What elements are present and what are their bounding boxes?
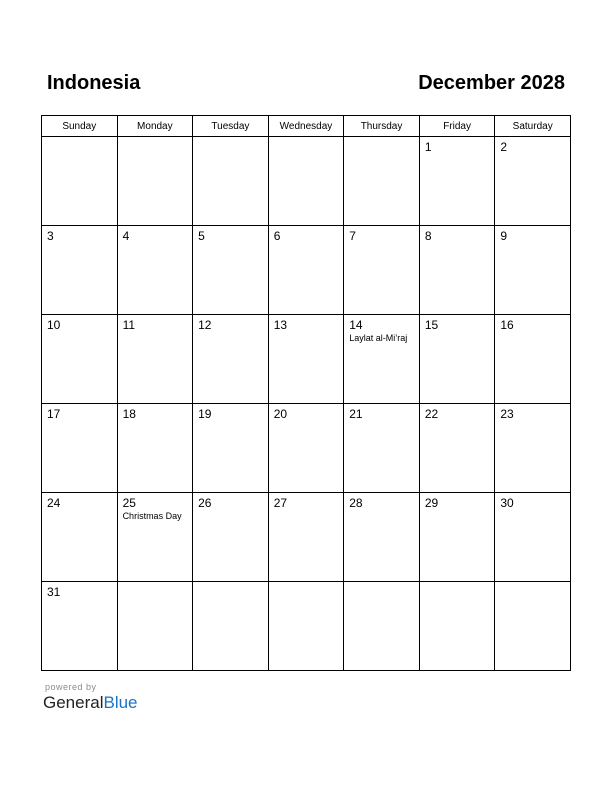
day-cell bbox=[42, 582, 118, 671]
day-cell bbox=[344, 137, 420, 226]
day-number: 20 bbox=[273, 407, 288, 421]
week-row bbox=[42, 137, 571, 226]
day-cell bbox=[495, 404, 571, 493]
day-cell bbox=[193, 404, 269, 493]
day-cell bbox=[344, 582, 420, 671]
day-cell bbox=[193, 315, 269, 404]
day-number: 25 bbox=[122, 496, 136, 510]
week-row bbox=[42, 315, 571, 404]
weekday-header: Thursday bbox=[344, 116, 420, 137]
day-number: 14 bbox=[349, 318, 363, 332]
day-cell bbox=[419, 226, 495, 315]
day-number: 8 bbox=[424, 229, 432, 243]
day-cell bbox=[268, 582, 344, 671]
day-cell bbox=[42, 493, 118, 582]
day-number: 11 bbox=[122, 318, 136, 332]
country-title: Indonesia bbox=[47, 72, 141, 94]
day-cell bbox=[117, 493, 193, 582]
weekday-header: Friday bbox=[419, 116, 495, 137]
day-cell bbox=[42, 404, 118, 493]
day-cell bbox=[419, 137, 495, 226]
day-number: 27 bbox=[273, 496, 288, 510]
day-cell bbox=[419, 493, 495, 582]
day-cell bbox=[117, 582, 193, 671]
day-number: 5 bbox=[198, 229, 205, 243]
day-number: 28 bbox=[349, 496, 363, 510]
day-cell bbox=[117, 137, 193, 226]
day-cell bbox=[117, 226, 193, 315]
day-number: 10 bbox=[47, 318, 61, 332]
day-cell bbox=[193, 493, 269, 582]
day-cell bbox=[268, 493, 344, 582]
day-cell bbox=[344, 493, 420, 582]
weekday-header: Monday bbox=[117, 116, 193, 137]
weekday-header: Wednesday bbox=[268, 116, 344, 137]
day-cell bbox=[495, 137, 571, 226]
day-number: 16 bbox=[500, 318, 514, 332]
day-number: 29 bbox=[424, 496, 439, 510]
week-row bbox=[42, 226, 571, 315]
day-cell bbox=[495, 493, 571, 582]
day-cell bbox=[495, 582, 571, 671]
day-number: 18 bbox=[122, 407, 136, 421]
day-cell bbox=[268, 315, 344, 404]
brand-general: General bbox=[43, 693, 104, 712]
day-number: 4 bbox=[122, 229, 130, 243]
day-number: 3 bbox=[47, 229, 54, 243]
day-number: 13 bbox=[273, 318, 288, 332]
weekday-header: Saturday bbox=[495, 116, 571, 137]
day-cell bbox=[495, 315, 571, 404]
footer bbox=[43, 682, 138, 713]
day-number: 30 bbox=[500, 496, 514, 510]
calendar-grid bbox=[41, 115, 571, 671]
day-cell bbox=[344, 404, 420, 493]
day-number: 1 bbox=[424, 140, 432, 154]
brand-blue: Blue bbox=[103, 693, 138, 712]
day-number: 6 bbox=[273, 229, 281, 243]
day-number: 24 bbox=[47, 496, 61, 510]
day-cell bbox=[42, 226, 118, 315]
day-cell bbox=[268, 226, 344, 315]
powered-by-text: powered by bbox=[45, 682, 97, 692]
day-number: 26 bbox=[198, 496, 212, 510]
day-cell bbox=[42, 137, 118, 226]
day-cell bbox=[42, 315, 118, 404]
day-cell bbox=[193, 582, 269, 671]
day-cell bbox=[419, 404, 495, 493]
day-number: 12 bbox=[198, 318, 212, 332]
day-number: 2 bbox=[500, 140, 508, 154]
day-number: 21 bbox=[349, 407, 363, 421]
day-cell bbox=[268, 404, 344, 493]
day-number: 19 bbox=[198, 407, 212, 421]
holiday-label: Laylat al-Mi’raj bbox=[349, 333, 408, 343]
day-cell bbox=[193, 226, 269, 315]
week-row bbox=[42, 404, 571, 493]
day-number: 15 bbox=[424, 318, 439, 332]
day-cell bbox=[495, 226, 571, 315]
holiday-label: Christmas Day bbox=[122, 511, 182, 521]
weekday-header: Sunday bbox=[42, 116, 118, 137]
day-number: 23 bbox=[500, 407, 514, 421]
day-cell bbox=[344, 226, 420, 315]
day-number: 31 bbox=[47, 585, 61, 599]
day-cell bbox=[193, 137, 269, 226]
month-year-title: December 2028 bbox=[418, 72, 565, 94]
day-number: 22 bbox=[424, 407, 439, 421]
day-cell bbox=[419, 315, 495, 404]
weekday-header: Tuesday bbox=[193, 116, 269, 137]
day-cell bbox=[344, 315, 420, 404]
day-cell bbox=[117, 315, 193, 404]
generalblue-logo bbox=[43, 693, 138, 713]
day-cell bbox=[268, 137, 344, 226]
day-number: 17 bbox=[47, 407, 61, 421]
day-number: 7 bbox=[349, 229, 356, 243]
day-number: 9 bbox=[500, 229, 508, 243]
day-cell bbox=[117, 404, 193, 493]
week-row bbox=[42, 493, 571, 582]
week-row bbox=[42, 582, 571, 671]
weekday-header-row bbox=[42, 116, 571, 137]
day-cell bbox=[419, 582, 495, 671]
